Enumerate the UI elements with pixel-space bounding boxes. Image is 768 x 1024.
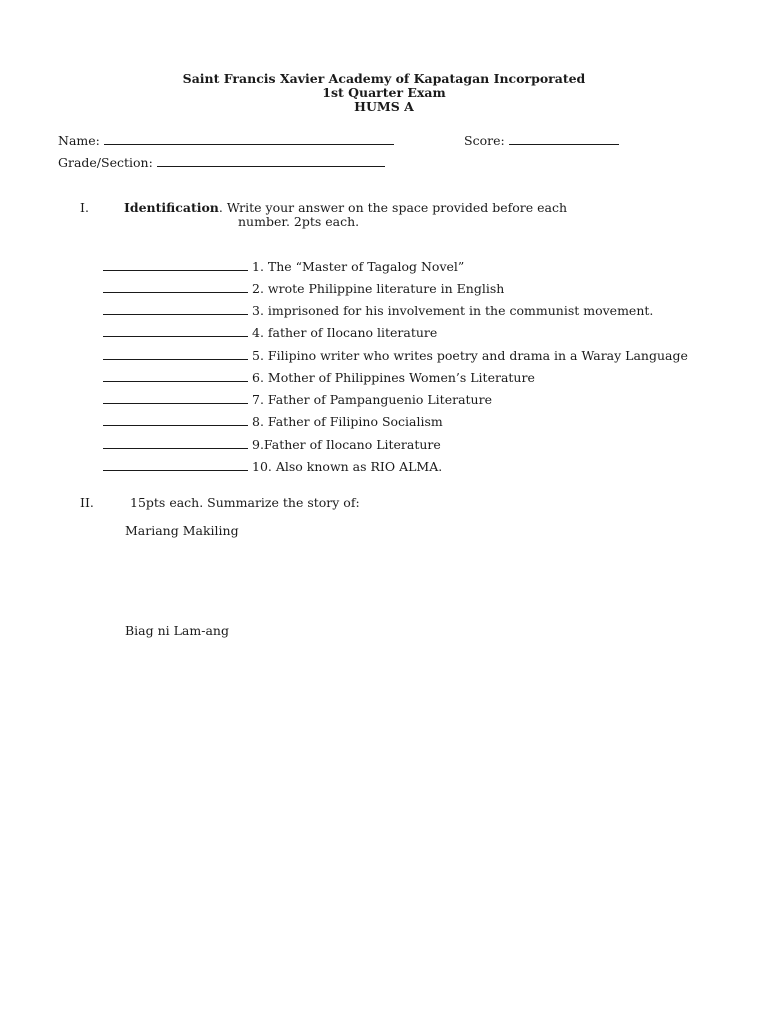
answer-blank[interactable] <box>103 325 248 337</box>
story-title-1: Mariang Makiling <box>125 523 239 538</box>
question-row <box>103 437 441 452</box>
part1-instruction-a: . Write your answer on the space provided before each <box>218 200 568 215</box>
grade-section-field <box>58 155 385 170</box>
question-row <box>103 392 492 407</box>
part2-numeral: II. <box>80 495 94 510</box>
answer-blank[interactable] <box>103 392 248 404</box>
name-field <box>58 133 394 148</box>
question-row <box>103 259 464 274</box>
answer-blank[interactable] <box>103 348 248 360</box>
school-name: Saint Francis Xavier Academy of Kapatagan Incorporated <box>182 71 586 86</box>
question-row <box>103 281 504 296</box>
question-row <box>103 459 442 474</box>
part2-instruction: 15pts each. Summarize the story of: <box>130 495 360 510</box>
name-blank[interactable] <box>104 133 394 145</box>
answer-blank[interactable] <box>103 303 248 315</box>
name-label: Name: <box>58 133 100 148</box>
answer-blank[interactable] <box>103 281 248 293</box>
score-field <box>464 133 619 148</box>
question-text: 6. Mother of Philippines Women’s Literature <box>252 370 535 385</box>
answer-blank[interactable] <box>103 414 248 426</box>
question-row <box>103 325 437 340</box>
part1-numeral: I. <box>80 200 89 215</box>
part1-instruction <box>124 200 567 215</box>
story-title-2: Biag ni Lam-ang <box>125 623 229 638</box>
part1-title: Identification <box>124 200 219 215</box>
score-label: Score: <box>464 133 505 148</box>
exam-title: 1st Quarter Exam <box>322 85 446 100</box>
question-row <box>103 370 535 385</box>
answer-blank[interactable] <box>103 437 248 449</box>
grade-section-label: Grade/Section: <box>58 155 153 170</box>
score-blank[interactable] <box>509 133 619 145</box>
question-text: 1. The “Master of Tagalog Novel” <box>252 259 465 274</box>
question-text: 3. imprisoned for his involvement in the communist movement. <box>252 303 654 318</box>
question-text: 5. Filipino writer who writes poetry and drama in a Waray Language <box>252 348 688 363</box>
question-row <box>103 303 653 318</box>
question-text: 7. Father of Pampanguenio Literature <box>252 392 492 407</box>
question-row <box>103 414 443 429</box>
question-text: 4. father of Ilocano literature <box>252 325 438 340</box>
question-text: 9.Father of Ilocano Literature <box>252 437 441 452</box>
question-text: 8. Father of Filipino Socialism <box>252 414 443 429</box>
grade-section-blank[interactable] <box>157 155 385 167</box>
answer-blank[interactable] <box>103 459 248 471</box>
subject-title: HUMS A <box>354 99 414 114</box>
answer-blank[interactable] <box>103 259 248 271</box>
question-row <box>103 348 688 363</box>
answer-blank[interactable] <box>103 370 248 382</box>
question-text: 2. wrote Philippine literature in English <box>252 281 505 296</box>
part1-instruction-b: number. 2pts each. <box>238 214 360 229</box>
question-text: 10. Also known as RIO ALMA. <box>252 459 443 474</box>
